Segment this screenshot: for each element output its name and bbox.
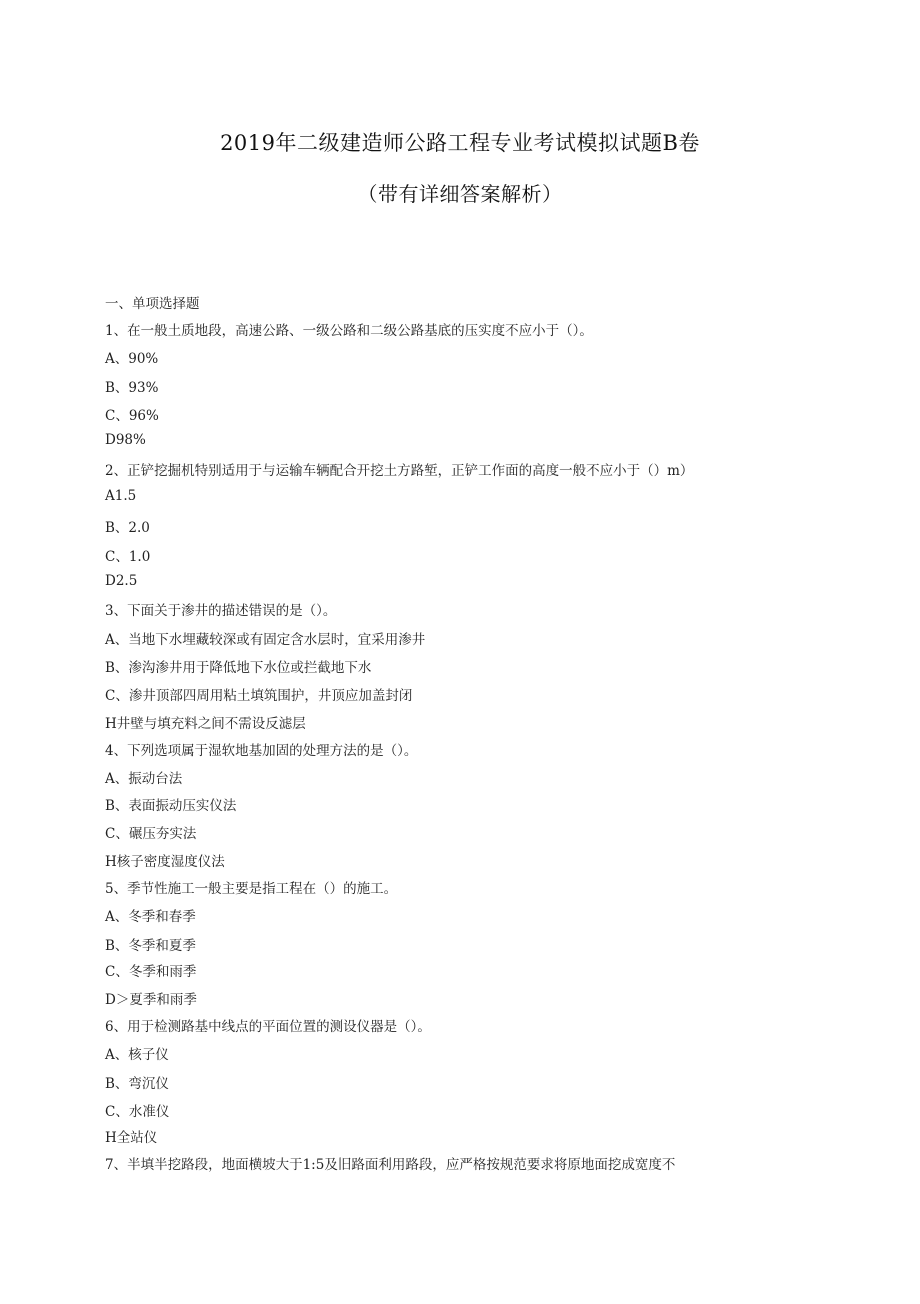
document-title: 2019年二级建造师公路工程专业考试模拟试题B卷 [220,131,700,155]
question-3: 3、下面关于渗井的描述错误的是（）。 [105,603,337,619]
option-line: H井壁与填充料之间不需设反滤层 [105,716,306,732]
option-line: B、表面振动压实仪法 [105,798,237,814]
question-5: 5、季节性施工一般主要是指工程在（）的施工。 [105,881,398,897]
option-line: A、冬季和春季 [105,909,196,925]
option-line: A、核子仪 [105,1047,169,1063]
option-line: C、96% [105,408,159,424]
question-6: 6、用于检测路基中线点的平面位置的测设仪器是（）。 [105,1019,431,1035]
section-heading: 一、单项选择题 [105,296,200,312]
option-line: A、振动台法 [105,771,183,787]
document-subtitle: （带有详细答案解析） [357,182,563,206]
option-line: C、冬季和雨季 [105,964,197,980]
question-4: 4、下列选项属于湿软地基加固的处理方法的是（）。 [105,743,418,759]
option-line: B、弯沉仪 [105,1076,169,1092]
option-line: A、90% [105,351,159,367]
option-line: B、2.0 [105,520,150,536]
option-line: C、水准仪 [105,1104,170,1120]
option-line: H全站仪 [105,1130,158,1146]
option-line: H核子密度湿度仪法 [105,854,225,870]
option-line: D＞夏季和雨季 [105,992,197,1008]
option-line: C、碾压夯实法 [105,826,197,842]
option-line: C、1.0 [105,549,151,565]
option-line: D98% [105,432,146,448]
option-line: C、渗井顶部四周用粘土填筑围护，井顶应加盖封闭 [105,688,413,704]
option-line: B、渗沟渗井用于降低地下水位或拦截地下水 [105,660,372,676]
option-line: B、冬季和夏季 [105,938,196,954]
question-7: 7、半填半挖路段，地面横坡大于1:5及旧路面利用路段，应严格按规范要求将原地面挖成宽度不 [105,1157,676,1173]
question-2: 2、正铲挖掘机特别适用于与运输车辆配合开挖土方路堑，正铲工作面的高度一般不应小于（）m） [105,463,694,479]
question-1: 1、在一般土质地段，高速公路、一级公路和二级公路基底的压实度不应小于（）。 [105,323,593,339]
option-line: D2.5 [105,573,138,589]
option-line: A、当地下水埋藏较深或有固定含水层时，宜采用渗井 [105,632,426,648]
option-line: B、93% [105,380,159,396]
option-line: A1.5 [105,488,137,504]
